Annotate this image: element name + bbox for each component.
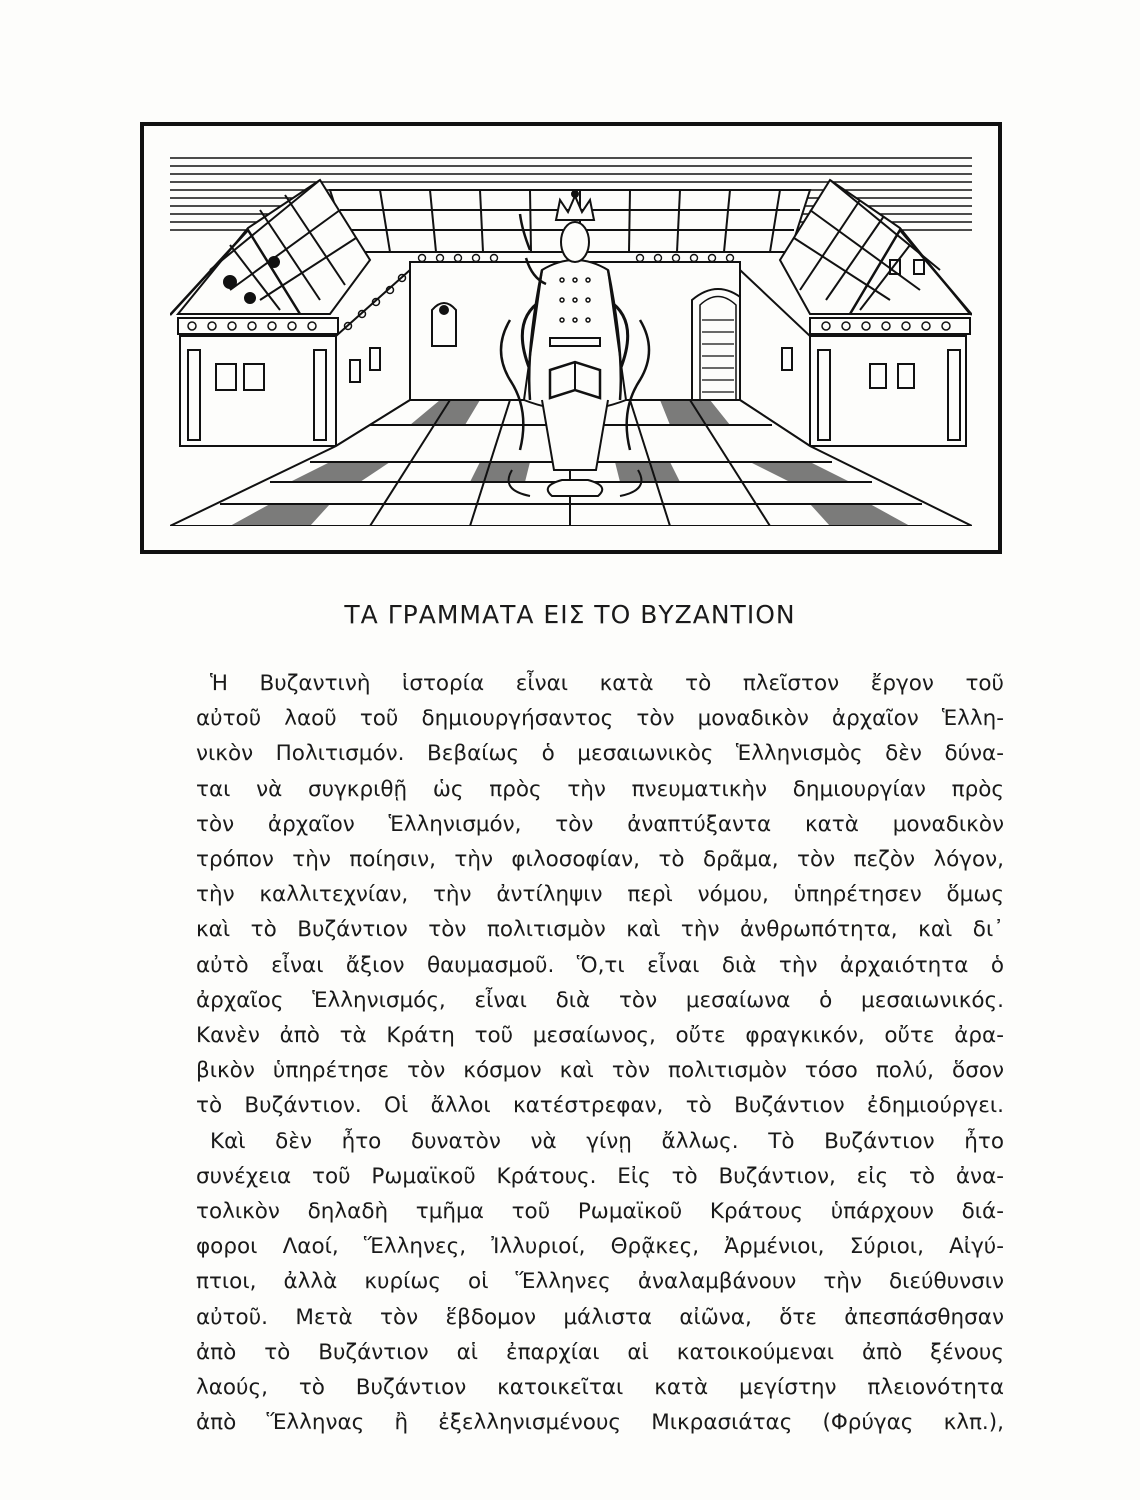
text-line: Κανὲν ἀπὸ τὰ Κράτη τοῦ μεσαίωνος, οὔτε φραγκικόν, οὔτε ἀρα- <box>196 1023 1004 1049</box>
body-text <box>196 666 1004 1440</box>
text-line: τολικὸν δηλαδὴ τμῆμα τοῦ Ρωμαϊκοῦ Κράτους ὑπάρχουν διά- <box>196 1199 1004 1225</box>
text-line: λαούς, τὸ Βυζάντιον κατοικεῖται κατὰ μεγίστην πλειονότητα <box>196 1375 1004 1401</box>
text-line: Καὶ δὲν ἦτο δυνατὸν νὰ γίνῃ ἄλλως. Τὸ Βυζάντιον ἦτο <box>210 1128 1004 1154</box>
text-line: βικὸν ὑπηρέτησε τὸν κόσμον καὶ τὸν πολιτισμὸν τόσο πολύ, ὅσον <box>196 1058 1004 1084</box>
text-line: τὴν καλλιτεχνίαν, τὴν ἀντίληψιν περὶ νόμου, ὑπηρέτησεν ὅμως <box>196 882 1004 908</box>
text-line: τὸ Βυζάντιον. Οἱ ἄλλοι κατέστρεφαν, τὸ Βυζάντιον ἐδημιούργει. <box>196 1093 1004 1119</box>
text-line: ἀρχαῖος Ἑλληνισμός, εἶναι διὰ τὸν μεσαίωνα ὁ μεσαιωνικός. <box>196 987 1004 1013</box>
paragraph-2 <box>196 1124 1004 1441</box>
chapter-title: ΤΑ ΓΡΑΜΜΑΤΑ ΕΙΣ ΤΟ ΒΥΖΑΝΤΙΟΝ <box>344 600 796 629</box>
text-line: ται νὰ συγκριθῇ ὡς πρὸς τὴν πνευματικὴν δημιουργίαν πρὸς <box>196 776 1004 802</box>
text-line: νικὸν Πολιτισμόν. Βεβαίως ὁ μεσαιωνικὸς Ἑλληνισμὸς δὲν δύνα- <box>196 741 1004 767</box>
text-line: αὐτοῦ λαοῦ τοῦ δημιουργήσαντος τὸν μοναδικὸν ἀρχαῖον Ἑλλη- <box>196 706 1004 732</box>
text-line: καὶ τὸ Βυζάντιον τὸν πολιτισμὸν καὶ τὴν ἀνθρωπότητα, καὶ δι᾿ <box>196 917 1004 943</box>
text-line: ἀπὸ Ἕλληνας ἢ ἐξελληνισμένους Μικρασιάτας (Φρύγας κλπ.), <box>196 1410 1004 1436</box>
woodcut-illustration-frame <box>140 122 1002 554</box>
text-line: αὐτὸ εἶναι ἄξιον θαυμασμοῦ. Ὅ,τι εἶναι διὰ τὴν ἀρχαιότητα ὁ <box>196 952 1004 978</box>
text-line: ἀπὸ τὸ Βυζάντιον αἱ ἐπαρχίαι αἱ κατοικούμεναι ἀπὸ ξένους <box>196 1339 1004 1365</box>
text-line: αὐτοῦ. Μετὰ τὸν ἕβδομον μάλιστα αἰῶνα, ὅτε ἀπεσπάσθησαν <box>196 1304 1004 1330</box>
paragraph-1 <box>196 666 1004 1124</box>
text-line: τὸν ἀρχαῖον Ἑλληνισμόν, τὸν ἀναπτύξαντα κατὰ μοναδικὸν <box>196 811 1004 837</box>
text-line: πτιοι, ἀλλὰ κυρίως οἱ Ἕλληνες ἀναλαμβάνουν τὴν διεύθυνσιν <box>196 1269 1004 1295</box>
text-line: τρόπον τὴν ποίησιν, τὴν φιλοσοφίαν, τὸ δρᾶμα, τὸν πεζὸν λόγον, <box>196 847 1004 873</box>
woodcut-enthroned-figure-icon <box>170 150 972 526</box>
text-line: φοροι Λαοί, Ἕλληνες, Ἰλλυριοί, Θρᾷκες, Ἀρμένιοι, Σύριοι, Αἰγύ- <box>196 1234 1004 1260</box>
text-line: συνέχεια τοῦ Ρωμαϊκοῦ Κράτους. Εἰς τὸ Βυζάντιον, εἰς τὸ ἀνα- <box>196 1163 1004 1189</box>
text-line: Ἡ Βυζαντινὴ ἱστορία εἶναι κατὰ τὸ πλεῖστον ἔργον τοῦ <box>210 671 1004 696</box>
